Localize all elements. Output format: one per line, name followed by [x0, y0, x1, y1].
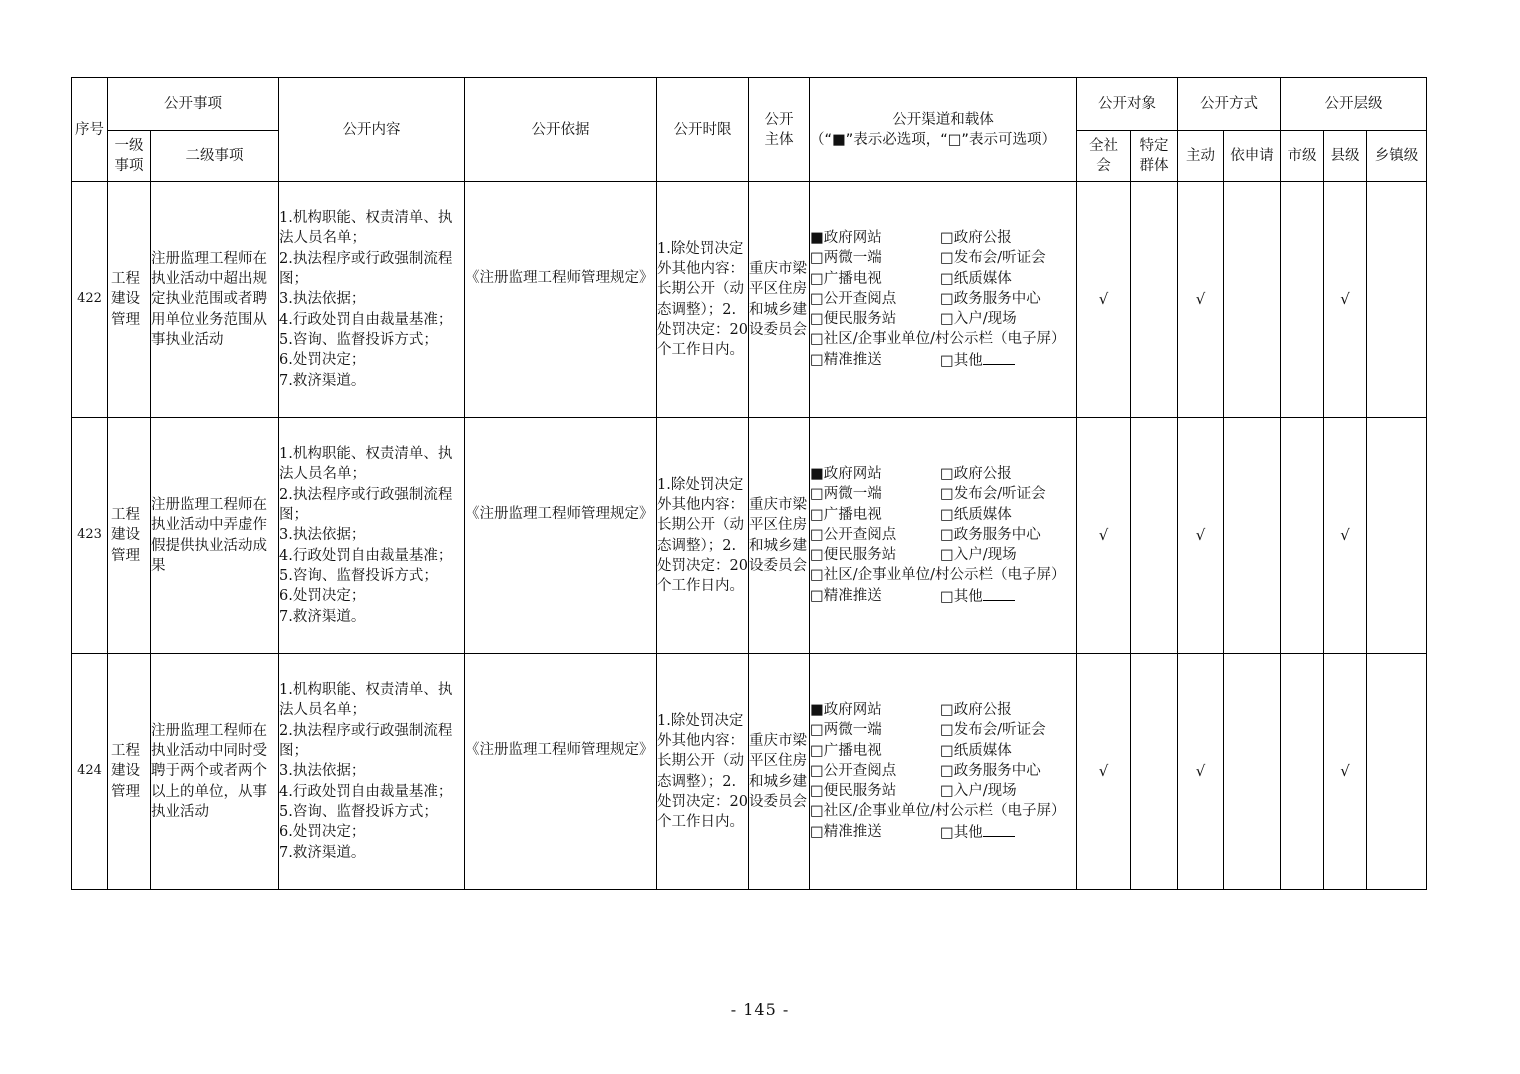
- row-level-county: √: [1324, 654, 1367, 890]
- channel-row: [810, 484, 1076, 504]
- page-number: - 145 -: [730, 1000, 790, 1019]
- row-level2: 注册监理工程师在执业活动中同时受聘于两个或者两个以上的单位，从事执业活动: [151, 654, 279, 890]
- channel-service-center: □政务服务中心: [940, 290, 1041, 307]
- row-seq: 423: [72, 418, 108, 654]
- row-method-apply: [1224, 182, 1281, 418]
- content-line: 7.救济渠道。: [279, 844, 366, 861]
- header-level2: 二级事项: [151, 131, 279, 182]
- channel-convenience-station: □便民服务站: [810, 547, 897, 564]
- header-level-county: 县级: [1324, 131, 1367, 182]
- row-target-all: √: [1077, 418, 1131, 654]
- content-line: 5.咨询、监督投诉方式；: [279, 331, 438, 348]
- row-subject: 重庆市梁平区住房和城乡建设委员会: [749, 182, 810, 418]
- row-subject: 重庆市梁平区住房和城乡建设委员会: [749, 418, 810, 654]
- channel-two-micro: □两微一端: [810, 486, 882, 503]
- row-level-town: [1367, 182, 1427, 418]
- content-line: 3.执法依据；: [279, 763, 366, 780]
- header-target-all: 全社会: [1077, 131, 1131, 182]
- row-channels: [810, 182, 1077, 418]
- header-subject: 公开主体: [749, 78, 810, 182]
- row-content: [279, 654, 465, 890]
- channel-press-hearing: □发布会/听证会: [940, 486, 1046, 503]
- row-target-all: √: [1077, 182, 1131, 418]
- header-channel-note: （“■”表示必选项，“□”表示可选项）: [810, 131, 1056, 148]
- header-level-city: 市级: [1281, 131, 1324, 182]
- channel-row: [810, 350, 1076, 371]
- header-target-specific: 特定群体: [1131, 131, 1178, 182]
- row-time-limit: 1.除处罚决定外其他内容：长期公开（动态调整）；2.处罚决定：20个工作日内。: [657, 418, 749, 654]
- table-row: [72, 182, 1427, 418]
- channel-broadcast-tv: □广播电视: [810, 742, 882, 759]
- channel-convenience-station: □便民服务站: [810, 783, 897, 800]
- table-body: [72, 182, 1427, 890]
- row-seq: 424: [72, 654, 108, 890]
- content-line: 7.救济渠道。: [279, 608, 366, 625]
- content-line: 6.处罚决定；: [279, 352, 366, 369]
- channel-household-site: □入户/现场: [940, 547, 1017, 564]
- row-basis: 《注册监理工程师管理规定》: [465, 654, 657, 890]
- content-line: 2.执法程序或行政强制流程图；: [279, 722, 453, 760]
- channel-row: [810, 761, 1076, 781]
- table-row: [72, 418, 1427, 654]
- table-row: [72, 654, 1427, 890]
- channel-row: [810, 464, 1076, 484]
- content-line: 6.处罚决定；: [279, 588, 366, 605]
- content-line: 5.咨询、监督投诉方式；: [279, 803, 438, 820]
- header-method: 公开方式: [1178, 78, 1281, 131]
- content-line: 4.行政处罚自由裁量基准；: [279, 783, 453, 800]
- channel-row: [810, 586, 1076, 607]
- row-target-specific: [1131, 182, 1178, 418]
- row-content: [279, 418, 465, 654]
- channel-gov-gazette: □政府公报: [940, 229, 1012, 246]
- channel-other-label: □其他: [940, 588, 983, 605]
- channel-community-board: □社区/企事业单位/村公示栏（电子屏）: [810, 803, 1066, 820]
- row-time-limit: 1.除处罚决定外其他内容：长期公开（动态调整）；2.处罚决定：20个工作日内。: [657, 654, 749, 890]
- row-method-apply: [1224, 654, 1281, 890]
- channel-two-micro: □两微一端: [810, 250, 882, 267]
- channel-gov-website: ■政府网站: [810, 701, 882, 718]
- row-channels: [810, 654, 1077, 890]
- channel-household-site: □入户/现场: [940, 783, 1017, 800]
- channel-row: [810, 525, 1076, 545]
- header-method-apply: 依申请: [1224, 131, 1281, 182]
- row-level-city: [1281, 182, 1324, 418]
- header-basis: 公开依据: [465, 78, 657, 182]
- channel-row: [810, 720, 1076, 740]
- row-level-town: [1367, 654, 1427, 890]
- channel-broadcast-tv: □广播电视: [810, 270, 882, 287]
- blank-underline: [983, 586, 1015, 601]
- row-seq: 422: [72, 182, 108, 418]
- channel-community-board: □社区/企事业单位/村公示栏（电子屏）: [810, 331, 1066, 348]
- row-level-town: [1367, 418, 1427, 654]
- header-channel: [810, 78, 1077, 182]
- channel-gov-gazette: □政府公报: [940, 701, 1012, 718]
- channel-public-reading: □公开查阅点: [810, 290, 897, 307]
- channel-paper-media: □纸质媒体: [940, 270, 1012, 287]
- channel-press-hearing: □发布会/听证会: [940, 722, 1046, 739]
- channel-broadcast-tv: □广播电视: [810, 506, 882, 523]
- header-public-item: 公开事项: [108, 78, 279, 131]
- content-line: 6.处罚决定；: [279, 824, 366, 841]
- row-level1: 工程建设管理: [108, 654, 151, 890]
- header-content: 公开内容: [279, 78, 465, 182]
- header-target: 公开对象: [1077, 78, 1178, 131]
- channel-other: [940, 586, 1015, 607]
- header-time-limit: 公开时限: [657, 78, 749, 182]
- header-seq: 序号: [72, 78, 108, 182]
- channel-row: [810, 248, 1076, 268]
- row-basis: 《注册监理工程师管理规定》: [465, 418, 657, 654]
- channel-row: [810, 700, 1076, 720]
- header-level: 公开层级: [1281, 78, 1427, 131]
- content-line: 1.机构职能、权责清单、执法人员名单；: [279, 446, 453, 483]
- content-line: 4.行政处罚自由裁量基准；: [279, 311, 453, 328]
- row-target-specific: [1131, 418, 1178, 654]
- channel-gov-website: ■政府网站: [810, 465, 882, 482]
- channel-other-label: □其他: [940, 824, 983, 841]
- header-level-town: 乡镇级: [1367, 131, 1427, 182]
- channel-gov-website: ■政府网站: [810, 229, 882, 246]
- channel-other: [940, 822, 1015, 843]
- content-line: 3.执法依据；: [279, 527, 366, 544]
- row-method-active: √: [1178, 654, 1224, 890]
- channel-gov-gazette: □政府公报: [940, 465, 1012, 482]
- channel-row: [810, 545, 1076, 565]
- channel-row: [810, 505, 1076, 525]
- channel-service-center: □政务服务中心: [940, 762, 1041, 779]
- blank-underline: [983, 350, 1015, 365]
- content-line: 2.执法程序或行政强制流程图；: [279, 486, 453, 524]
- content-line: 1.机构职能、权责清单、执法人员名单；: [279, 210, 453, 247]
- channel-precise-push: □精准推送: [810, 351, 882, 368]
- row-method-apply: [1224, 418, 1281, 654]
- channel-row: [810, 309, 1076, 329]
- row-level1: 工程建设管理: [108, 182, 151, 418]
- row-target-all: √: [1077, 654, 1131, 890]
- row-method-active: √: [1178, 418, 1224, 654]
- disclosure-table: [71, 77, 1427, 890]
- channel-row: [810, 289, 1076, 309]
- row-target-specific: [1131, 654, 1178, 890]
- channel-service-center: □政务服务中心: [940, 526, 1041, 543]
- channel-other: [940, 350, 1015, 371]
- channel-public-reading: □公开查阅点: [810, 762, 897, 779]
- row-basis: 《注册监理工程师管理规定》: [465, 182, 657, 418]
- channel-precise-push: □精准推送: [810, 587, 882, 604]
- channel-row: [810, 781, 1076, 801]
- row-time-limit: 1.除处罚决定外其他内容：长期公开（动态调整）；2.处罚决定：20个工作日内。: [657, 182, 749, 418]
- row-subject: 重庆市梁平区住房和城乡建设委员会: [749, 654, 810, 890]
- channel-convenience-station: □便民服务站: [810, 311, 897, 328]
- channel-paper-media: □纸质媒体: [940, 742, 1012, 759]
- content-line: 7.救济渠道。: [279, 372, 366, 389]
- channel-paper-media: □纸质媒体: [940, 506, 1012, 523]
- row-method-active: √: [1178, 182, 1224, 418]
- content-line: 1.机构职能、权责清单、执法人员名单；: [279, 682, 453, 719]
- channel-two-micro: □两微一端: [810, 722, 882, 739]
- channel-precise-push: □精准推送: [810, 823, 882, 840]
- header-method-active: 主动: [1178, 131, 1224, 182]
- header-level1: 一级事项: [108, 131, 151, 182]
- row-level-county: √: [1324, 418, 1367, 654]
- blank-underline: [983, 822, 1015, 837]
- channel-other-label: □其他: [940, 352, 983, 369]
- row-level-city: [1281, 654, 1324, 890]
- channel-row: [810, 741, 1076, 761]
- content-line: 4.行政处罚自由裁量基准；: [279, 547, 453, 564]
- channel-row: [810, 822, 1076, 843]
- row-level1: 工程建设管理: [108, 418, 151, 654]
- row-level2: 注册监理工程师在执业活动中超出规定执业范围或者聘用单位业务范围从事执业活动: [151, 182, 279, 418]
- header-channel-title: 公开渠道和载体: [892, 111, 994, 128]
- channel-public-reading: □公开查阅点: [810, 526, 897, 543]
- content-line: 2.执法程序或行政强制流程图；: [279, 250, 453, 288]
- channel-row: [810, 269, 1076, 289]
- channel-row: [810, 228, 1076, 248]
- row-content: [279, 182, 465, 418]
- channel-community-board: □社区/企事业单位/村公示栏（电子屏）: [810, 567, 1066, 584]
- row-level-city: [1281, 418, 1324, 654]
- row-channels: [810, 418, 1077, 654]
- channel-household-site: □入户/现场: [940, 311, 1017, 328]
- row-level-county: √: [1324, 182, 1367, 418]
- row-level2: 注册监理工程师在执业活动中弄虚作假提供执业活动成果: [151, 418, 279, 654]
- content-line: 5.咨询、监督投诉方式；: [279, 567, 438, 584]
- content-line: 3.执法依据；: [279, 291, 366, 308]
- channel-press-hearing: □发布会/听证会: [940, 250, 1046, 267]
